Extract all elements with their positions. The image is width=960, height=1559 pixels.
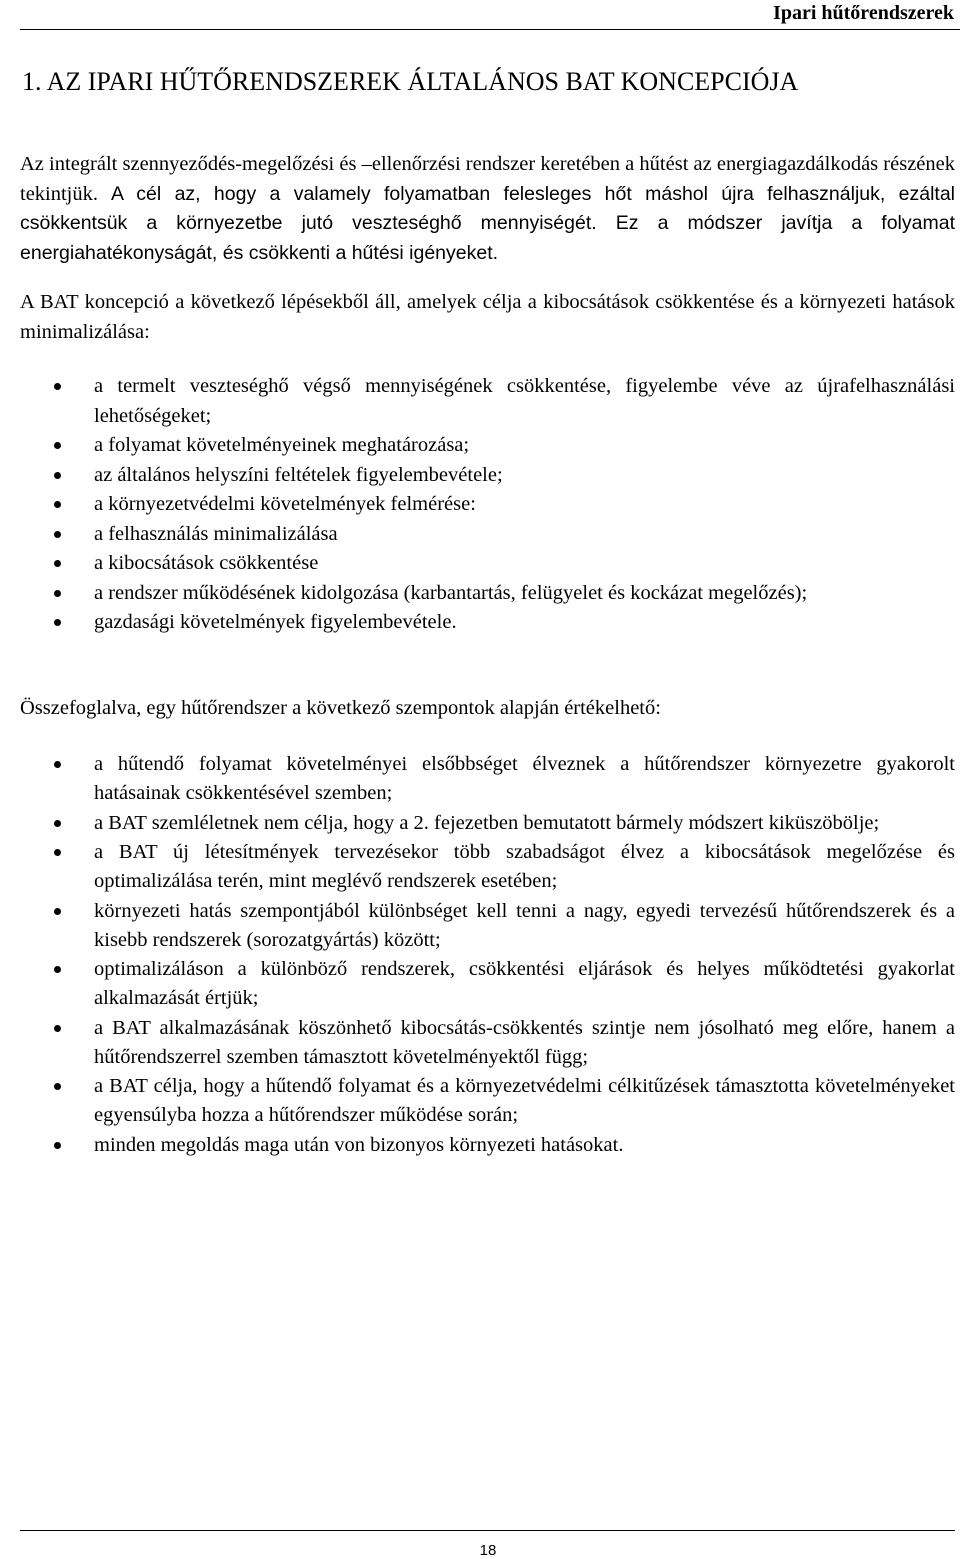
list-item: az általános helyszíni feltételek figyelembevétele;: [0, 461, 955, 491]
bat-concept-paragraph: A BAT koncepció a következő lépésekből áll, amelyek célja a kibocsátások csökkentése és a környezeti hatások minimalizálása:: [20, 291, 955, 343]
list-item: a termelt veszteséghő végső mennyiségének csökkentése, figyelembe véve az újrafelhasználási lehetőségeket;: [0, 372, 955, 431]
intro-sentence-3: Ez a módszer javítja a folyamat energiahatékonyságát, és csökkenti a hűtési igényeket.: [20, 212, 955, 264]
summary-paragraph: Összefoglalva, egy hűtőrendszer a következő szempontok alapján értékelhető:: [20, 697, 661, 719]
list-item: a BAT célja, hogy a hűtendő folyamat és a környezetvédelmi célkitűzések támasztotta követelményeket egyensúlyba hozza a hűtőrendszer működése során;: [0, 1072, 955, 1130]
list-item: a kibocsátások csökkentése: [0, 549, 955, 579]
intro-paragraph: [20, 150, 955, 268]
running-header: Ipari hűtőrendszerek: [773, 2, 954, 24]
footer-divider: [20, 1530, 955, 1531]
summary-points-list: [0, 750, 955, 1160]
list-item: minden megoldás maga után von bizonyos környezeti hatásokat.: [0, 1131, 955, 1160]
header-divider: [20, 29, 960, 30]
bat-steps-list: [0, 372, 955, 638]
list-item: környezeti hatás szempontjából különbséget kell tenni a nagy, egyedi tervezésű hűtőrendszerek és a kisebb rendszerek (sorozatgyártás) között;: [0, 897, 955, 955]
list-item: a BAT alkalmazásának köszönhető kibocsátás-csökkentés szintje nem jósolható meg előre, hanem a hűtőrendszerrel szemben támasztott követelményektől függ;: [0, 1014, 955, 1072]
list-item: optimalizáláson a különböző rendszerek, csökkentési eljárások és helyes működtetési gyakorlat alkalmazását értjük;: [0, 955, 955, 1013]
intro-sentence-1: Az integrált szennyeződés-megelőzési és –ellenőrzési rendszer keretében a hűtést az energiagazdálkodás részének tekintjük.: [20, 153, 955, 205]
list-item: a BAT szemléletnek nem célja, hogy a 2. fejezetben bemutatott bármely módszert kiküszöbölje;: [0, 809, 955, 838]
list-item: a hűtendő folyamat követelményei elsőbbséget élveznek a hűtőrendszer környezetre gyakorolt hatásainak csökkentésével szemben;: [0, 750, 955, 808]
list-item: a környezetvédelmi követelmények felmérése:: [0, 490, 955, 520]
chapter-title: 1. AZ IPARI HŰTŐRENDSZEREK ÁLTALÁNOS BAT KONCEPCIÓJA: [22, 67, 799, 96]
list-item: gazdasági követelmények figyelembevétele.: [0, 608, 955, 638]
list-item: a felhasználás minimalizálása: [0, 520, 955, 550]
list-item: a rendszer működésének kidolgozása (karbantartás, felügyelet és kockázat megelőzés);: [0, 579, 955, 609]
list-item: a BAT új létesítmények tervezésekor több szabadságot élvez a kibocsátások megelőzése és optimalizálása terén, mint meglévő rendszerek esetében;: [0, 838, 955, 896]
intro-sentence-2: A cél az, hogy a valamely folyamatban felesleges hőt máshol újra felhasználjuk, ezáltal csökkentsük a környezetbe jutó veszteséghő mennyiségét.: [20, 182, 955, 234]
list-item: a folyamat követelményeinek meghatározása;: [0, 431, 955, 461]
page-number: 18: [479, 1542, 497, 1559]
